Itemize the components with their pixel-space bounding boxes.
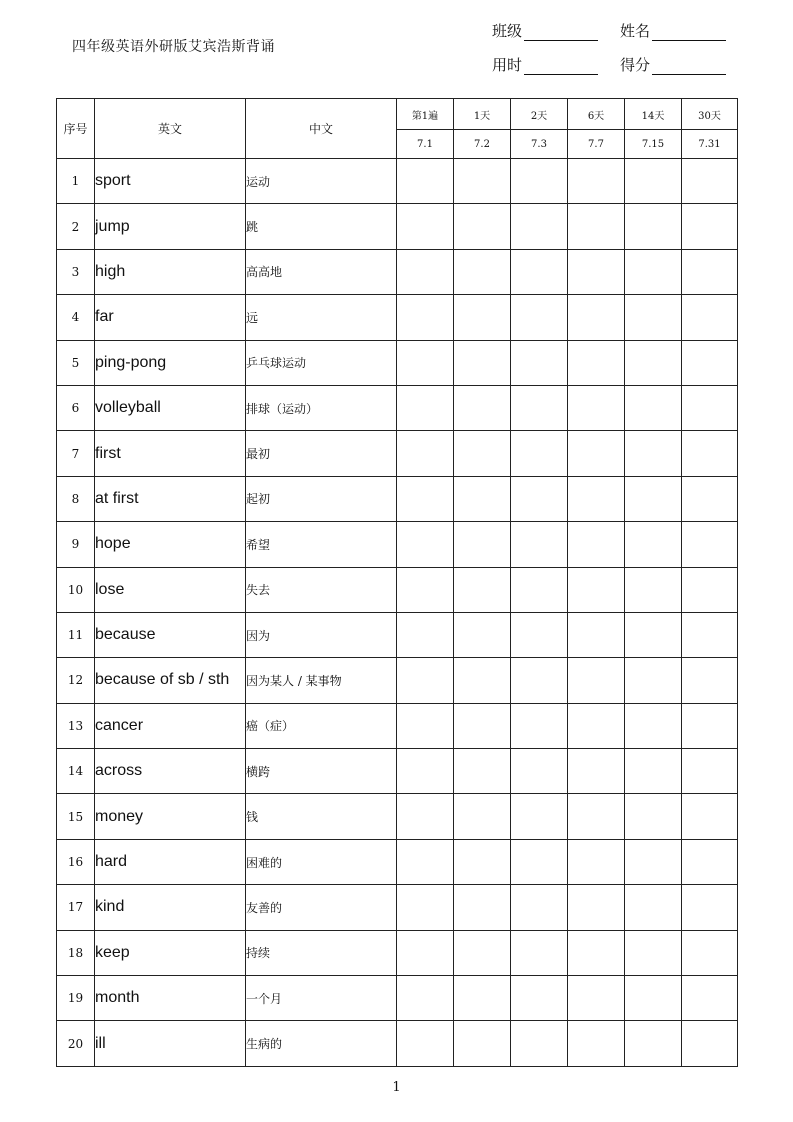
- table-row: [57, 749, 738, 794]
- review-check-cell[interactable]: [454, 976, 511, 1021]
- review-date-header: 7.3: [511, 130, 568, 159]
- review-check-cell[interactable]: [397, 930, 454, 975]
- review-check-cell[interactable]: [625, 204, 682, 249]
- review-check-cell[interactable]: [511, 159, 568, 204]
- row-number: 13: [57, 703, 95, 748]
- row-number: 3: [57, 249, 95, 294]
- review-check-cell[interactable]: [682, 249, 738, 294]
- row-number: 11: [57, 612, 95, 657]
- table-row: [57, 976, 738, 1021]
- review-check-cell[interactable]: [568, 249, 625, 294]
- name-field[interactable]: [620, 20, 726, 41]
- chinese-meaning: 排球（运动）: [246, 385, 397, 430]
- time-label: 用时: [492, 56, 523, 74]
- row-number: 10: [57, 567, 95, 612]
- chinese-meaning: 起初: [246, 476, 397, 521]
- table-row: [57, 385, 738, 430]
- row-number: 7: [57, 431, 95, 476]
- review-check-cell[interactable]: [511, 1021, 568, 1066]
- review-check-cell[interactable]: [625, 930, 682, 975]
- review-day-header: 第1遍: [397, 99, 454, 130]
- review-check-cell[interactable]: [454, 295, 511, 340]
- table-row: [57, 431, 738, 476]
- review-check-cell[interactable]: [511, 340, 568, 385]
- page-number: 1: [392, 1080, 401, 1095]
- review-check-cell[interactable]: [625, 794, 682, 839]
- review-check-cell[interactable]: [682, 976, 738, 1021]
- vocabulary-table: [56, 98, 738, 1067]
- review-check-cell[interactable]: [397, 431, 454, 476]
- review-check-cell[interactable]: [511, 839, 568, 884]
- review-check-cell[interactable]: [511, 295, 568, 340]
- review-date-header: 7.2: [454, 130, 511, 159]
- table-row: [57, 159, 738, 204]
- table-row: [57, 1021, 738, 1066]
- review-check-cell[interactable]: [511, 567, 568, 612]
- review-check-cell[interactable]: [397, 340, 454, 385]
- review-check-cell[interactable]: [454, 703, 511, 748]
- review-check-cell[interactable]: [397, 476, 454, 521]
- review-check-cell[interactable]: [397, 839, 454, 884]
- chinese-meaning: 持续: [246, 930, 397, 975]
- review-check-cell[interactable]: [511, 431, 568, 476]
- chinese-meaning: 远: [246, 295, 397, 340]
- review-check-cell[interactable]: [454, 794, 511, 839]
- review-check-cell[interactable]: [625, 1021, 682, 1066]
- review-check-cell[interactable]: [568, 567, 625, 612]
- review-check-cell[interactable]: [397, 385, 454, 430]
- english-word: ping-pong: [95, 340, 246, 385]
- review-check-cell[interactable]: [511, 522, 568, 567]
- page-title: 四年级英语外研版艾宾浩斯背诵: [72, 39, 275, 55]
- row-number: 16: [57, 839, 95, 884]
- review-check-cell[interactable]: [511, 930, 568, 975]
- review-check-cell[interactable]: [397, 295, 454, 340]
- review-check-cell[interactable]: [568, 340, 625, 385]
- review-check-cell[interactable]: [682, 930, 738, 975]
- review-day-header: 2天: [511, 99, 568, 130]
- review-date-header: 7.15: [625, 130, 682, 159]
- review-check-cell[interactable]: [397, 703, 454, 748]
- review-check-cell[interactable]: [568, 930, 625, 975]
- row-number: 4: [57, 295, 95, 340]
- review-check-cell[interactable]: [397, 1021, 454, 1066]
- review-check-cell[interactable]: [454, 930, 511, 975]
- row-number: 8: [57, 476, 95, 521]
- table-row: [57, 522, 738, 567]
- row-number: 14: [57, 749, 95, 794]
- row-number: 12: [57, 658, 95, 703]
- table-row: [57, 340, 738, 385]
- table-row: [57, 794, 738, 839]
- chinese-header: 中文: [246, 99, 397, 159]
- review-check-cell[interactable]: [397, 612, 454, 657]
- review-check-cell[interactable]: [625, 885, 682, 930]
- review-check-cell[interactable]: [454, 431, 511, 476]
- review-date-header: 7.1: [397, 130, 454, 159]
- review-check-cell[interactable]: [625, 658, 682, 703]
- review-check-cell[interactable]: [625, 385, 682, 430]
- table-row: [57, 476, 738, 521]
- english-word: hope: [95, 522, 246, 567]
- review-check-cell[interactable]: [454, 1021, 511, 1066]
- chinese-meaning: 运动: [246, 159, 397, 204]
- review-day-header: 14天: [625, 99, 682, 130]
- review-check-cell[interactable]: [682, 431, 738, 476]
- review-check-cell[interactable]: [397, 658, 454, 703]
- english-word: because: [95, 612, 246, 657]
- english-word: keep: [95, 930, 246, 975]
- row-number: 18: [57, 930, 95, 975]
- header-row: [57, 99, 738, 130]
- chinese-meaning: 一个月: [246, 976, 397, 1021]
- review-check-cell[interactable]: [454, 159, 511, 204]
- review-check-cell[interactable]: [454, 340, 511, 385]
- review-check-cell[interactable]: [682, 612, 738, 657]
- review-check-cell[interactable]: [625, 476, 682, 521]
- review-check-cell[interactable]: [625, 749, 682, 794]
- review-check-cell[interactable]: [625, 340, 682, 385]
- review-check-cell[interactable]: [682, 476, 738, 521]
- english-word: first: [95, 431, 246, 476]
- english-word: jump: [95, 204, 246, 249]
- table-row: [57, 885, 738, 930]
- chinese-meaning: 高高地: [246, 249, 397, 294]
- review-check-cell[interactable]: [625, 159, 682, 204]
- row-number: 2: [57, 204, 95, 249]
- review-check-cell[interactable]: [625, 567, 682, 612]
- chinese-meaning: 最初: [246, 431, 397, 476]
- review-check-cell[interactable]: [511, 476, 568, 521]
- english-word: because of sb / sth: [95, 658, 246, 703]
- review-check-cell[interactable]: [625, 976, 682, 1021]
- review-check-cell[interactable]: [454, 612, 511, 657]
- review-check-cell[interactable]: [682, 885, 738, 930]
- english-word: high: [95, 249, 246, 294]
- review-check-cell[interactable]: [682, 703, 738, 748]
- english-word: lose: [95, 567, 246, 612]
- english-word: kind: [95, 885, 246, 930]
- review-check-cell[interactable]: [511, 658, 568, 703]
- review-check-cell[interactable]: [682, 295, 738, 340]
- review-day-header: 1天: [454, 99, 511, 130]
- review-check-cell[interactable]: [454, 885, 511, 930]
- chinese-meaning: 钱: [246, 794, 397, 839]
- class-blank[interactable]: [524, 26, 598, 41]
- review-check-cell[interactable]: [454, 567, 511, 612]
- review-check-cell[interactable]: [511, 703, 568, 748]
- review-check-cell[interactable]: [511, 204, 568, 249]
- review-check-cell[interactable]: [397, 794, 454, 839]
- review-check-cell[interactable]: [682, 1021, 738, 1066]
- review-check-cell[interactable]: [397, 976, 454, 1021]
- table-row: [57, 703, 738, 748]
- review-check-cell[interactable]: [397, 522, 454, 567]
- chinese-meaning: 因为某人 / 某事物: [246, 658, 397, 703]
- review-day-header: 30天: [682, 99, 738, 130]
- english-word: hard: [95, 839, 246, 884]
- review-check-cell[interactable]: [625, 839, 682, 884]
- review-check-cell[interactable]: [511, 612, 568, 657]
- index-header: 序号: [57, 99, 95, 159]
- review-check-cell[interactable]: [454, 249, 511, 294]
- review-check-cell[interactable]: [511, 249, 568, 294]
- review-check-cell[interactable]: [511, 749, 568, 794]
- review-check-cell[interactable]: [454, 385, 511, 430]
- row-number: 20: [57, 1021, 95, 1066]
- review-check-cell[interactable]: [454, 204, 511, 249]
- review-check-cell[interactable]: [682, 749, 738, 794]
- time-blank[interactable]: [524, 60, 598, 75]
- english-header: 英文: [95, 99, 246, 159]
- chinese-meaning: 因为: [246, 612, 397, 657]
- review-date-header: 7.31: [682, 130, 738, 159]
- review-check-cell[interactable]: [397, 885, 454, 930]
- table-row: [57, 249, 738, 294]
- review-check-cell[interactable]: [511, 385, 568, 430]
- english-word: ill: [95, 1021, 246, 1066]
- review-check-cell[interactable]: [568, 885, 625, 930]
- review-check-cell[interactable]: [511, 885, 568, 930]
- score-field[interactable]: [620, 54, 726, 75]
- english-word: month: [95, 976, 246, 1021]
- review-check-cell[interactable]: [568, 976, 625, 1021]
- review-check-cell[interactable]: [568, 839, 625, 884]
- review-check-cell[interactable]: [682, 839, 738, 884]
- review-check-cell[interactable]: [682, 567, 738, 612]
- review-check-cell[interactable]: [625, 612, 682, 657]
- review-check-cell[interactable]: [625, 295, 682, 340]
- review-check-cell[interactable]: [625, 522, 682, 567]
- review-check-cell[interactable]: [568, 385, 625, 430]
- row-number: 6: [57, 385, 95, 430]
- row-number: 1: [57, 159, 95, 204]
- chinese-meaning: 乒乓球运动: [246, 340, 397, 385]
- time-field[interactable]: [492, 54, 598, 75]
- review-check-cell[interactable]: [568, 204, 625, 249]
- review-check-cell[interactable]: [568, 703, 625, 748]
- table-row: [57, 839, 738, 884]
- score-label: 得分: [620, 56, 651, 74]
- review-check-cell[interactable]: [568, 159, 625, 204]
- chinese-meaning: 生病的: [246, 1021, 397, 1066]
- chinese-meaning: 横跨: [246, 749, 397, 794]
- review-check-cell[interactable]: [397, 567, 454, 612]
- table-row: [57, 295, 738, 340]
- review-check-cell[interactable]: [568, 431, 625, 476]
- chinese-meaning: 希望: [246, 522, 397, 567]
- review-check-cell[interactable]: [568, 1021, 625, 1066]
- review-day-header: 6天: [568, 99, 625, 130]
- review-check-cell[interactable]: [682, 204, 738, 249]
- row-number: 9: [57, 522, 95, 567]
- english-word: across: [95, 749, 246, 794]
- review-check-cell[interactable]: [397, 749, 454, 794]
- review-check-cell[interactable]: [625, 431, 682, 476]
- review-check-cell[interactable]: [682, 340, 738, 385]
- row-number: 17: [57, 885, 95, 930]
- review-check-cell[interactable]: [682, 658, 738, 703]
- row-number: 5: [57, 340, 95, 385]
- review-check-cell[interactable]: [568, 658, 625, 703]
- review-check-cell[interactable]: [568, 522, 625, 567]
- review-check-cell[interactable]: [568, 476, 625, 521]
- review-check-cell[interactable]: [568, 749, 625, 794]
- table-row: [57, 204, 738, 249]
- review-check-cell[interactable]: [568, 295, 625, 340]
- chinese-meaning: 困难的: [246, 839, 397, 884]
- review-check-cell[interactable]: [682, 159, 738, 204]
- review-check-cell[interactable]: [568, 612, 625, 657]
- review-check-cell[interactable]: [397, 204, 454, 249]
- class-field[interactable]: [492, 20, 598, 41]
- english-word: sport: [95, 159, 246, 204]
- english-word: money: [95, 794, 246, 839]
- chinese-meaning: 友善的: [246, 885, 397, 930]
- review-check-cell[interactable]: [454, 839, 511, 884]
- review-check-cell[interactable]: [682, 522, 738, 567]
- english-word: cancer: [95, 703, 246, 748]
- class-label: 班级: [492, 22, 523, 40]
- row-number: 15: [57, 794, 95, 839]
- table-row: [57, 567, 738, 612]
- name-blank[interactable]: [652, 26, 726, 41]
- english-word: at first: [95, 476, 246, 521]
- review-check-cell[interactable]: [511, 794, 568, 839]
- review-check-cell[interactable]: [397, 249, 454, 294]
- review-check-cell[interactable]: [397, 159, 454, 204]
- review-check-cell[interactable]: [625, 249, 682, 294]
- review-check-cell[interactable]: [511, 976, 568, 1021]
- score-blank[interactable]: [652, 60, 726, 75]
- english-word: volleyball: [95, 385, 246, 430]
- english-word: far: [95, 295, 246, 340]
- review-check-cell[interactable]: [454, 522, 511, 567]
- chinese-meaning: 癌（症）: [246, 703, 397, 748]
- chinese-meaning: 失去: [246, 567, 397, 612]
- row-number: 19: [57, 976, 95, 1021]
- review-check-cell[interactable]: [682, 385, 738, 430]
- chinese-meaning: 跳: [246, 204, 397, 249]
- table-row: [57, 612, 738, 657]
- name-label: 姓名: [620, 22, 651, 40]
- review-check-cell[interactable]: [454, 658, 511, 703]
- review-check-cell[interactable]: [454, 749, 511, 794]
- review-check-cell[interactable]: [568, 794, 625, 839]
- review-date-header: 7.7: [568, 130, 625, 159]
- review-check-cell[interactable]: [625, 703, 682, 748]
- review-check-cell[interactable]: [454, 476, 511, 521]
- table-row: [57, 930, 738, 975]
- table-row: [57, 658, 738, 703]
- review-check-cell[interactable]: [682, 794, 738, 839]
